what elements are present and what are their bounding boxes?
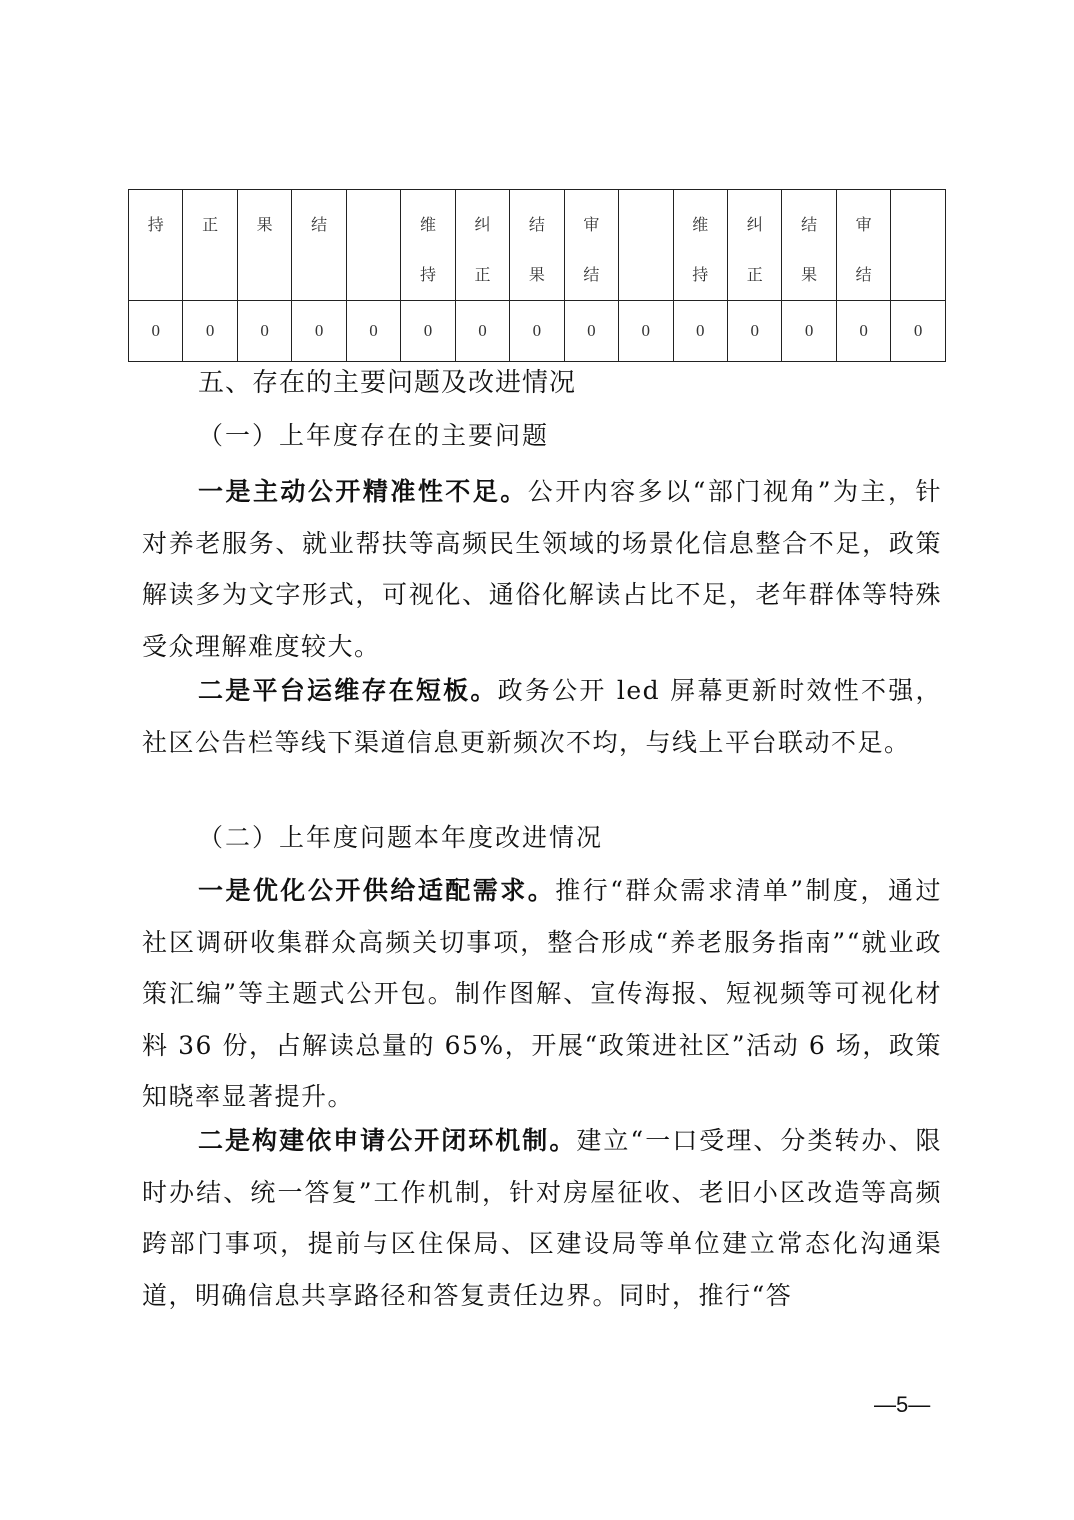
table-header-cell [782,190,836,301]
header-char: 纠 [474,215,491,234]
header-char: 结 [311,215,328,234]
paragraph-3-lead: 一是优化公开供给适配需求。 [198,876,556,905]
subsection-title-2: （二）上年度问题本年度改进情况 [198,823,604,852]
header-char: 维 [692,215,709,234]
table-header-cell [237,190,291,301]
table-header-cell [836,190,890,301]
table-header-cell [673,190,727,301]
paragraph-2-lead: 二是平台运维存在短板。 [198,676,498,705]
table-header-cell [129,190,183,301]
paragraph-1-lead: 一是主动公开精准性不足。 [198,477,528,506]
table-header-cell [564,190,618,301]
table-value-cell: 0 [346,301,400,362]
table-value-row [129,301,946,362]
table-header-cell [891,190,946,301]
table-value-cell: 0 [619,301,673,362]
header-char: 正 [202,215,219,234]
header-char: 结 [583,265,600,284]
paragraph-2-text: 政务公开 led 屏幕更新时效性不强，社区公告栏等线下渠道信息更新频次不均，与线上平台联动不足。 [142,676,942,757]
header-char: 正 [474,265,491,284]
header-char: 结 [855,265,872,284]
table-header-row [129,190,946,301]
table-value-cell: 0 [237,301,291,362]
paragraph-1 [142,466,942,672]
table-header-cell [455,190,509,301]
header-char: 结 [801,215,818,234]
table-value-cell: 0 [455,301,509,362]
paragraph-4-text: 建立“一口受理、分类转办、限时办结、统一答复”工作机制，针对房屋征收、老旧小区改造等高频跨部门事项，提前与区住保局、区建设局等单位建立常态化沟通渠道，明确信息共享路径和答复责任边界。同时，推行“答 [142,1126,942,1310]
header-char: 结 [528,215,545,234]
table-header-cell [292,190,346,301]
table-value-cell: 0 [782,301,836,362]
header-char: 持 [692,265,709,284]
header-char: 审 [855,215,872,234]
paragraph-1-text: 公开内容多以“部门视角”为主，针对养老服务、就业帮扶等高频民生领域的场景化信息整合不足，政策解读多为文字形式，可视化、通俗化解读占比不足，老年群体等特殊受众理解难度较大。 [142,477,942,661]
table-value-cell: 0 [564,301,618,362]
paragraph-3-text: 推行“群众需求清单”制度，通过社区调研收集群众高频关切事项，整合形成“养老服务指南”“就业政策汇编”等主题式公开包。制作图解、宣传海报、短视频等可视化材料 36 份，占解读总量的 65%，开展“政策进社区”活动 6 场，政策知晓率显著提升。 [142,876,942,1111]
table-header-cell [510,190,564,301]
table-value-cell: 0 [183,301,237,362]
header-char: 持 [147,215,164,234]
subsection-title-1: （一）上年度存在的主要问题 [198,421,550,450]
header-char: 果 [528,265,545,284]
table-value-cell: 0 [401,301,455,362]
page-number: —5— [874,1392,931,1417]
table-value-cell: 0 [292,301,346,362]
table-header-cell [727,190,781,301]
paragraph-4-lead: 二是构建依申请公开闭环机制。 [198,1126,577,1155]
paragraph-4 [142,1115,942,1321]
header-char: 维 [419,215,436,234]
header-char: 持 [419,265,436,284]
table-value-cell: 0 [727,301,781,362]
table-value-cell: 0 [891,301,946,362]
header-char: 纠 [746,215,763,234]
paragraph-2 [142,665,942,768]
paragraph-3 [142,865,942,1123]
header-char: 果 [801,265,818,284]
header-char: 正 [746,265,763,284]
table-value-cell: 0 [836,301,890,362]
table-value-cell: 0 [510,301,564,362]
section-title: 五、存在的主要问题及改进情况 [198,368,577,398]
header-char: 审 [583,215,600,234]
table-header-cell [401,190,455,301]
header-char: 果 [256,215,273,234]
table-header-cell [183,190,237,301]
table-value-cell: 0 [129,301,183,362]
table-header-cell [619,190,673,301]
table-header-cell [346,190,400,301]
table-value-cell: 0 [673,301,727,362]
statistics-table [128,189,946,362]
